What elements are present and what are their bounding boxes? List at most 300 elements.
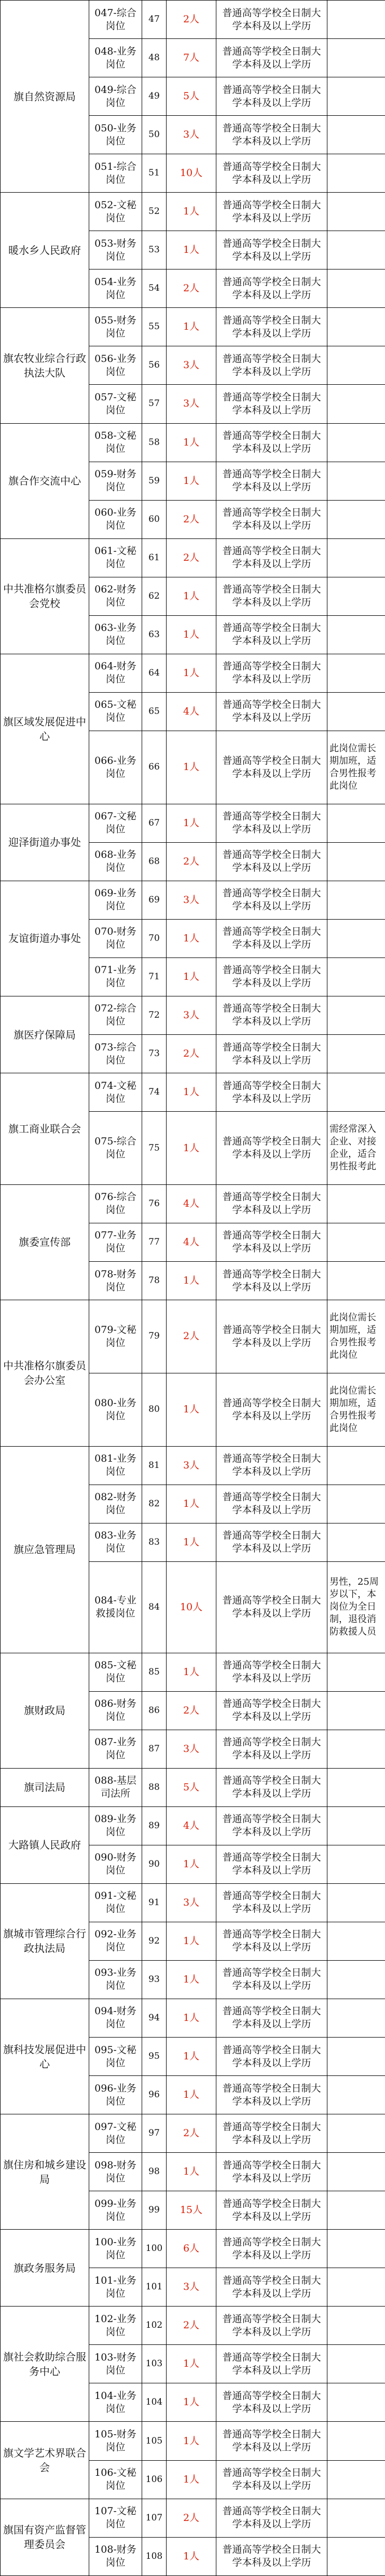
department-cell: 旗应急管理局: [1, 1446, 89, 1653]
remarks-cell: [327, 1485, 385, 1523]
headcount-cell: 1人: [167, 462, 216, 500]
education-requirement-cell: 普通高等学校全日制大学本科及以上学历: [216, 842, 327, 881]
position-cell: 078-财务岗位: [89, 1262, 142, 1300]
remarks-cell: [327, 919, 385, 957]
position-cell: 056-业务岗位: [89, 346, 142, 385]
remarks-cell: [327, 692, 385, 731]
education-requirement-cell: 普通高等学校全日制大学本科及以上学历: [216, 346, 327, 385]
position-cell: 091-文秘岗位: [89, 1883, 142, 1922]
headcount-cell: 1人: [167, 1373, 216, 1446]
position-code-cell: 78: [142, 1262, 167, 1300]
remarks-cell: [327, 1184, 385, 1223]
headcount-cell: 2人: [167, 1035, 216, 1073]
headcount-cell: 1人: [167, 919, 216, 957]
headcount-cell: 1人: [167, 2537, 216, 2575]
remarks-cell: [327, 1, 385, 39]
position-code-cell: 56: [142, 346, 167, 385]
remarks-cell: [327, 881, 385, 919]
remarks-cell: [327, 2191, 385, 2230]
position-cell: 096-业务岗位: [89, 2076, 142, 2114]
headcount-cell: 5人: [167, 77, 216, 116]
remarks-cell: [327, 1845, 385, 1883]
headcount-cell: 1人: [167, 615, 216, 654]
position-code-cell: 103: [142, 2345, 167, 2383]
position-code-cell: 95: [142, 2038, 167, 2076]
remarks-cell: 此岗位需长期加班，适合男性报考此岗位: [327, 731, 385, 804]
table-row: [1, 2499, 385, 2537]
education-requirement-cell: 普通高等学校全日制大学本科及以上学历: [216, 1960, 327, 1999]
education-requirement-cell: 普通高等学校全日制大学本科及以上学历: [216, 2460, 327, 2499]
education-requirement-cell: 普通高等学校全日制大学本科及以上学历: [216, 2537, 327, 2575]
headcount-cell: 3人: [167, 116, 216, 154]
remarks-cell: [327, 1035, 385, 1073]
position-code-cell: 49: [142, 77, 167, 116]
position-code-cell: 58: [142, 423, 167, 462]
remarks-cell: [327, 1223, 385, 1261]
position-cell: 081-业务岗位: [89, 1446, 142, 1485]
headcount-cell: 6人: [167, 2230, 216, 2268]
position-code-cell: 81: [142, 1446, 167, 1485]
table-row: [1, 1300, 385, 1373]
education-requirement-cell: 普通高等学校全日制大学本科及以上学历: [216, 385, 327, 423]
position-code-cell: 79: [142, 1300, 167, 1373]
education-requirement-cell: 普通高等学校全日制大学本科及以上学历: [216, 1999, 327, 2037]
education-requirement-cell: 普通高等学校全日制大学本科及以上学历: [216, 1073, 327, 1112]
remarks-cell: [327, 423, 385, 462]
position-code-cell: 59: [142, 462, 167, 500]
education-requirement-cell: 普通高等学校全日制大学本科及以上学历: [216, 1922, 327, 1960]
position-cell: 062-财务岗位: [89, 577, 142, 615]
position-cell: 108-财务岗位: [89, 2537, 142, 2575]
education-requirement-cell: 普通高等学校全日制大学本科及以上学历: [216, 1730, 327, 1768]
headcount-cell: 3人: [167, 1883, 216, 1922]
table-row: [1, 308, 385, 346]
position-cell: 098-财务岗位: [89, 2153, 142, 2191]
position-code-cell: 84: [142, 1561, 167, 1653]
department-cell: 旗农牧业综合行政执法大队: [1, 308, 89, 423]
position-code-cell: 61: [142, 538, 167, 577]
position-code-cell: 63: [142, 615, 167, 654]
position-cell: 067-文秘岗位: [89, 804, 142, 842]
headcount-cell: 2人: [167, 1691, 216, 1730]
education-requirement-cell: 普通高等学校全日制大学本科及以上学历: [216, 881, 327, 919]
education-requirement-cell: 普通高等学校全日制大学本科及以上学历: [216, 2268, 327, 2307]
headcount-cell: 2人: [167, 842, 216, 881]
remarks-cell: 此岗位需长期加班，适合男性报考此岗位: [327, 1300, 385, 1373]
position-code-cell: 80: [142, 1373, 167, 1446]
position-cell: 103-财务岗位: [89, 2345, 142, 2383]
table-row: [1, 423, 385, 462]
position-cell: 088-基层司法所: [89, 1768, 142, 1806]
education-requirement-cell: 普通高等学校全日制大学本科及以上学历: [216, 577, 327, 615]
position-cell: 070-财务岗位: [89, 919, 142, 957]
table-row: [1, 804, 385, 842]
education-requirement-cell: 普通高等学校全日制大学本科及以上学历: [216, 2153, 327, 2191]
position-code-cell: 53: [142, 231, 167, 269]
position-code-cell: 86: [142, 1691, 167, 1730]
position-code-cell: 106: [142, 2460, 167, 2499]
position-cell: 106-文秘岗位: [89, 2460, 142, 2499]
position-code-cell: 65: [142, 692, 167, 731]
department-cell: 旗财政局: [1, 1653, 89, 1768]
department-cell: 旗自然资源局: [1, 1, 89, 193]
position-cell: 053-财务岗位: [89, 231, 142, 269]
headcount-cell: 2人: [167, 2307, 216, 2345]
education-requirement-cell: 普通高等学校全日制大学本科及以上学历: [216, 2383, 327, 2422]
education-requirement-cell: 普通高等学校全日制大学本科及以上学历: [216, 231, 327, 269]
headcount-cell: 1人: [167, 423, 216, 462]
table-row: [1, 2114, 385, 2153]
position-cell: 084-专业救援岗位: [89, 1561, 142, 1653]
remarks-cell: [327, 2422, 385, 2460]
department-cell: 旗城市管理综合行政执法局: [1, 1883, 89, 1999]
position-code-cell: 67: [142, 804, 167, 842]
remarks-cell: [327, 957, 385, 996]
education-requirement-cell: 普通高等学校全日制大学本科及以上学历: [216, 193, 327, 231]
table-row: [1, 1446, 385, 1485]
remarks-cell: [327, 154, 385, 193]
headcount-cell: 1人: [167, 804, 216, 842]
position-code-cell: 48: [142, 39, 167, 77]
education-requirement-cell: 普通高等学校全日制大学本科及以上学历: [216, 116, 327, 154]
headcount-cell: 1人: [167, 1922, 216, 1960]
position-code-cell: 98: [142, 2153, 167, 2191]
position-code-cell: 100: [142, 2230, 167, 2268]
remarks-cell: [327, 1691, 385, 1730]
remarks-cell: [327, 1262, 385, 1300]
headcount-cell: 2人: [167, 1, 216, 39]
remarks-cell: [327, 1883, 385, 1922]
headcount-cell: 1人: [167, 731, 216, 804]
position-code-cell: 68: [142, 842, 167, 881]
department-cell: 旗委宣传部: [1, 1184, 89, 1300]
headcount-cell: 1人: [167, 231, 216, 269]
position-code-cell: 66: [142, 731, 167, 804]
remarks-cell: [327, 1653, 385, 1691]
position-code-cell: 92: [142, 1922, 167, 1960]
position-code-cell: 102: [142, 2307, 167, 2345]
education-requirement-cell: 普通高等学校全日制大学本科及以上学历: [216, 39, 327, 77]
position-cell: 085-文秘岗位: [89, 1653, 142, 1691]
education-requirement-cell: 普通高等学校全日制大学本科及以上学历: [216, 2230, 327, 2268]
headcount-cell: 3人: [167, 1446, 216, 1485]
remarks-cell: [327, 500, 385, 538]
education-requirement-cell: 普通高等学校全日制大学本科及以上学历: [216, 1446, 327, 1485]
table-row: [1, 1653, 385, 1691]
position-cell: 059-财务岗位: [89, 462, 142, 500]
remarks-cell: [327, 1768, 385, 1806]
education-requirement-cell: 普通高等学校全日制大学本科及以上学历: [216, 2307, 327, 2345]
position-cell: 060-业务岗位: [89, 500, 142, 538]
headcount-cell: 1人: [167, 1960, 216, 1999]
education-requirement-cell: 普通高等学校全日制大学本科及以上学历: [216, 692, 327, 731]
headcount-cell: 1人: [167, 2076, 216, 2114]
position-cell: 065-文秘岗位: [89, 692, 142, 731]
position-cell: 055-财务岗位: [89, 308, 142, 346]
position-code-cell: 62: [142, 577, 167, 615]
table-row: [1, 1768, 385, 1806]
position-cell: 051-综合岗位: [89, 154, 142, 193]
position-cell: 064-财务岗位: [89, 654, 142, 692]
position-cell: 099-业务岗位: [89, 2191, 142, 2230]
remarks-cell: [327, 1730, 385, 1768]
education-requirement-cell: 普通高等学校全日制大学本科及以上学历: [216, 1, 327, 39]
position-cell: 093-业务岗位: [89, 1960, 142, 1999]
headcount-cell: 1人: [167, 1845, 216, 1883]
position-cell: 082-财务岗位: [89, 1485, 142, 1523]
remarks-cell: [327, 654, 385, 692]
headcount-cell: 3人: [167, 385, 216, 423]
remarks-cell: [327, 1073, 385, 1112]
headcount-cell: 2人: [167, 1300, 216, 1373]
headcount-cell: 1人: [167, 193, 216, 231]
remarks-cell: [327, 842, 385, 881]
remarks-cell: [327, 2537, 385, 2575]
education-requirement-cell: 普通高等学校全日制大学本科及以上学历: [216, 1300, 327, 1373]
remarks-cell: [327, 1523, 385, 1561]
education-requirement-cell: 普通高等学校全日制大学本科及以上学历: [216, 538, 327, 577]
remarks-cell: [327, 615, 385, 654]
position-cell: 071-业务岗位: [89, 957, 142, 996]
remarks-cell: [327, 577, 385, 615]
headcount-cell: 3人: [167, 1730, 216, 1768]
position-cell: 076-综合岗位: [89, 1184, 142, 1223]
table-row: [1, 2307, 385, 2345]
position-cell: 048-业务岗位: [89, 39, 142, 77]
position-cell: 074-文秘岗位: [89, 1073, 142, 1112]
table-row: [1, 538, 385, 577]
position-cell: 089-业务岗位: [89, 1806, 142, 1845]
headcount-cell: 15人: [167, 2191, 216, 2230]
position-cell: 075-综合岗位: [89, 1112, 142, 1185]
headcount-cell: 2人: [167, 2499, 216, 2537]
education-requirement-cell: 普通高等学校全日制大学本科及以上学历: [216, 919, 327, 957]
department-cell: 旗合作交流中心: [1, 423, 89, 538]
headcount-cell: 1人: [167, 2460, 216, 2499]
education-requirement-cell: 普通高等学校全日制大学本科及以上学历: [216, 2345, 327, 2383]
position-code-cell: 93: [142, 1960, 167, 1999]
position-code-cell: 85: [142, 1653, 167, 1691]
remarks-cell: [327, 77, 385, 116]
headcount-cell: 1人: [167, 577, 216, 615]
department-cell: 旗社会救助综合服务中心: [1, 2307, 89, 2422]
position-cell: 058-文秘岗位: [89, 423, 142, 462]
remarks-cell: [327, 1806, 385, 1845]
position-code-cell: 57: [142, 385, 167, 423]
position-code-cell: 87: [142, 1730, 167, 1768]
position-code-cell: 104: [142, 2383, 167, 2422]
position-code-cell: 96: [142, 2076, 167, 2114]
position-cell: 079-文秘岗位: [89, 1300, 142, 1373]
education-requirement-cell: 普通高等学校全日制大学本科及以上学历: [216, 1653, 327, 1691]
headcount-cell: 1人: [167, 1073, 216, 1112]
position-code-cell: 70: [142, 919, 167, 957]
headcount-cell: 2人: [167, 2114, 216, 2153]
remarks-cell: [327, 385, 385, 423]
department-cell: 旗区域发展促进中心: [1, 654, 89, 804]
headcount-cell: 3人: [167, 346, 216, 385]
remarks-cell: 男性，25周岁以下，本岗位为全日制，退役消防救援人员: [327, 1561, 385, 1653]
position-cell: 105-财务岗位: [89, 2422, 142, 2460]
headcount-cell: 1人: [167, 1485, 216, 1523]
position-code-cell: 73: [142, 1035, 167, 1073]
education-requirement-cell: 普通高等学校全日制大学本科及以上学历: [216, 500, 327, 538]
position-code-cell: 105: [142, 2422, 167, 2460]
table-row: [1, 1806, 385, 1845]
remarks-cell: [327, 116, 385, 154]
remarks-cell: [327, 2460, 385, 2499]
department-cell: 旗工商业联合会: [1, 1073, 89, 1185]
position-code-cell: 71: [142, 957, 167, 996]
table-body: [1, 1, 385, 2576]
education-requirement-cell: 普通高等学校全日制大学本科及以上学历: [216, 2076, 327, 2114]
position-cell: 094-财务岗位: [89, 1999, 142, 2037]
position-code-cell: 52: [142, 193, 167, 231]
headcount-cell: 1人: [167, 654, 216, 692]
position-code-cell: 89: [142, 1806, 167, 1845]
headcount-cell: 2人: [167, 269, 216, 308]
position-cell: 077-业务岗位: [89, 1223, 142, 1261]
education-requirement-cell: 普通高等学校全日制大学本科及以上学历: [216, 1523, 327, 1561]
headcount-cell: 3人: [167, 881, 216, 919]
position-code-cell: 97: [142, 2114, 167, 2153]
remarks-cell: [327, 804, 385, 842]
position-code-cell: 47: [142, 1, 167, 39]
education-requirement-cell: 普通高等学校全日制大学本科及以上学历: [216, 308, 327, 346]
department-cell: 中共准格尔旗委员会办公室: [1, 1300, 89, 1447]
table-row: [1, 1, 385, 39]
department-cell: 旗司法局: [1, 1768, 89, 1806]
headcount-cell: 4人: [167, 692, 216, 731]
remarks-cell: [327, 1960, 385, 1999]
education-requirement-cell: 普通高等学校全日制大学本科及以上学历: [216, 1845, 327, 1883]
headcount-cell: 10人: [167, 1561, 216, 1653]
remarks-cell: [327, 346, 385, 385]
education-requirement-cell: 普通高等学校全日制大学本科及以上学历: [216, 2038, 327, 2076]
remarks-cell: [327, 2114, 385, 2153]
remarks-cell: [327, 39, 385, 77]
table-row: [1, 996, 385, 1034]
position-cell: 073-综合岗位: [89, 1035, 142, 1073]
headcount-cell: 2人: [167, 538, 216, 577]
position-code-cell: 108: [142, 2537, 167, 2575]
position-cell: 107-文秘岗位: [89, 2499, 142, 2537]
department-cell: 友谊街道办事处: [1, 881, 89, 996]
remarks-cell: [327, 193, 385, 231]
remarks-cell: [327, 231, 385, 269]
position-cell: 090-财务岗位: [89, 1845, 142, 1883]
department-cell: 旗政务服务局: [1, 2230, 89, 2307]
remarks-cell: [327, 1922, 385, 1960]
position-cell: 049-综合岗位: [89, 77, 142, 116]
headcount-cell: 4人: [167, 1806, 216, 1845]
education-requirement-cell: 普通高等学校全日制大学本科及以上学历: [216, 1561, 327, 1653]
remarks-cell: [327, 1999, 385, 2037]
table-row: [1, 881, 385, 919]
position-code-cell: 76: [142, 1184, 167, 1223]
department-cell: 大路镇人民政府: [1, 1806, 89, 1883]
position-code-cell: 64: [142, 654, 167, 692]
position-cell: 072-综合岗位: [89, 996, 142, 1034]
education-requirement-cell: 普通高等学校全日制大学本科及以上学历: [216, 1112, 327, 1185]
position-cell: 100-业务岗位: [89, 2230, 142, 2268]
headcount-cell: 1人: [167, 1112, 216, 1185]
headcount-cell: 1人: [167, 1653, 216, 1691]
position-code-cell: 75: [142, 1112, 167, 1185]
position-cell: 047-综合岗位: [89, 1, 142, 39]
education-requirement-cell: 普通高等学校全日制大学本科及以上学历: [216, 2422, 327, 2460]
headcount-cell: 1人: [167, 2038, 216, 2076]
remarks-cell: [327, 2268, 385, 2307]
position-code-cell: 69: [142, 881, 167, 919]
position-cell: 083-业务岗位: [89, 1523, 142, 1561]
remarks-cell: [327, 2230, 385, 2268]
headcount-cell: 7人: [167, 39, 216, 77]
position-cell: 069-业务岗位: [89, 881, 142, 919]
remarks-cell: [327, 2345, 385, 2383]
education-requirement-cell: 普通高等学校全日制大学本科及以上学历: [216, 423, 327, 462]
position-code-cell: 60: [142, 500, 167, 538]
education-requirement-cell: 普通高等学校全日制大学本科及以上学历: [216, 615, 327, 654]
education-requirement-cell: 普通高等学校全日制大学本科及以上学历: [216, 1184, 327, 1223]
education-requirement-cell: 普通高等学校全日制大学本科及以上学历: [216, 1883, 327, 1922]
education-requirement-cell: 普通高等学校全日制大学本科及以上学历: [216, 1806, 327, 1845]
position-code-cell: 94: [142, 1999, 167, 2037]
position-code-cell: 83: [142, 1523, 167, 1561]
department-cell: 旗住房和城乡建设局: [1, 2114, 89, 2230]
position-code-cell: 107: [142, 2499, 167, 2537]
education-requirement-cell: 普通高等学校全日制大学本科及以上学历: [216, 1373, 327, 1446]
position-code-cell: 99: [142, 2191, 167, 2230]
position-cell: 052-文秘岗位: [89, 193, 142, 231]
education-requirement-cell: 普通高等学校全日制大学本科及以上学历: [216, 731, 327, 804]
position-code-cell: 82: [142, 1485, 167, 1523]
remarks-cell: [327, 2383, 385, 2422]
position-code-cell: 54: [142, 269, 167, 308]
remarks-cell: [327, 538, 385, 577]
education-requirement-cell: 普通高等学校全日制大学本科及以上学历: [216, 654, 327, 692]
position-code-cell: 55: [142, 308, 167, 346]
headcount-cell: 1人: [167, 1523, 216, 1561]
department-cell: 旗文学艺术界联合会: [1, 2422, 89, 2499]
education-requirement-cell: 普通高等学校全日制大学本科及以上学历: [216, 77, 327, 116]
table-row: [1, 2230, 385, 2268]
position-cell: 092-业务岗位: [89, 1922, 142, 1960]
position-code-cell: 91: [142, 1883, 167, 1922]
remarks-cell: [327, 2153, 385, 2191]
table-row: [1, 1999, 385, 2037]
position-code-cell: 74: [142, 1073, 167, 1112]
table-row: [1, 654, 385, 692]
department-cell: 旗国有资产监督管理委员会: [1, 2499, 89, 2575]
position-code-cell: 90: [142, 1845, 167, 1883]
position-code-cell: 51: [142, 154, 167, 193]
headcount-cell: 1人: [167, 2345, 216, 2383]
department-cell: 迎泽街道办事处: [1, 804, 89, 881]
education-requirement-cell: 普通高等学校全日制大学本科及以上学历: [216, 2191, 327, 2230]
headcount-cell: 10人: [167, 154, 216, 193]
education-requirement-cell: 普通高等学校全日制大学本科及以上学历: [216, 1768, 327, 1806]
headcount-cell: 4人: [167, 1184, 216, 1223]
position-cell: 054-业务岗位: [89, 269, 142, 308]
position-cell: 050-业务岗位: [89, 116, 142, 154]
position-code-cell: 101: [142, 2268, 167, 2307]
remarks-cell: 需经常深入企业、对接企业，适合男性报考此: [327, 1112, 385, 1185]
remarks-cell: 此岗位需长期加班，适合男性报考此岗位: [327, 1373, 385, 1446]
education-requirement-cell: 普通高等学校全日制大学本科及以上学历: [216, 804, 327, 842]
table-row: [1, 1883, 385, 1922]
headcount-cell: 2人: [167, 500, 216, 538]
